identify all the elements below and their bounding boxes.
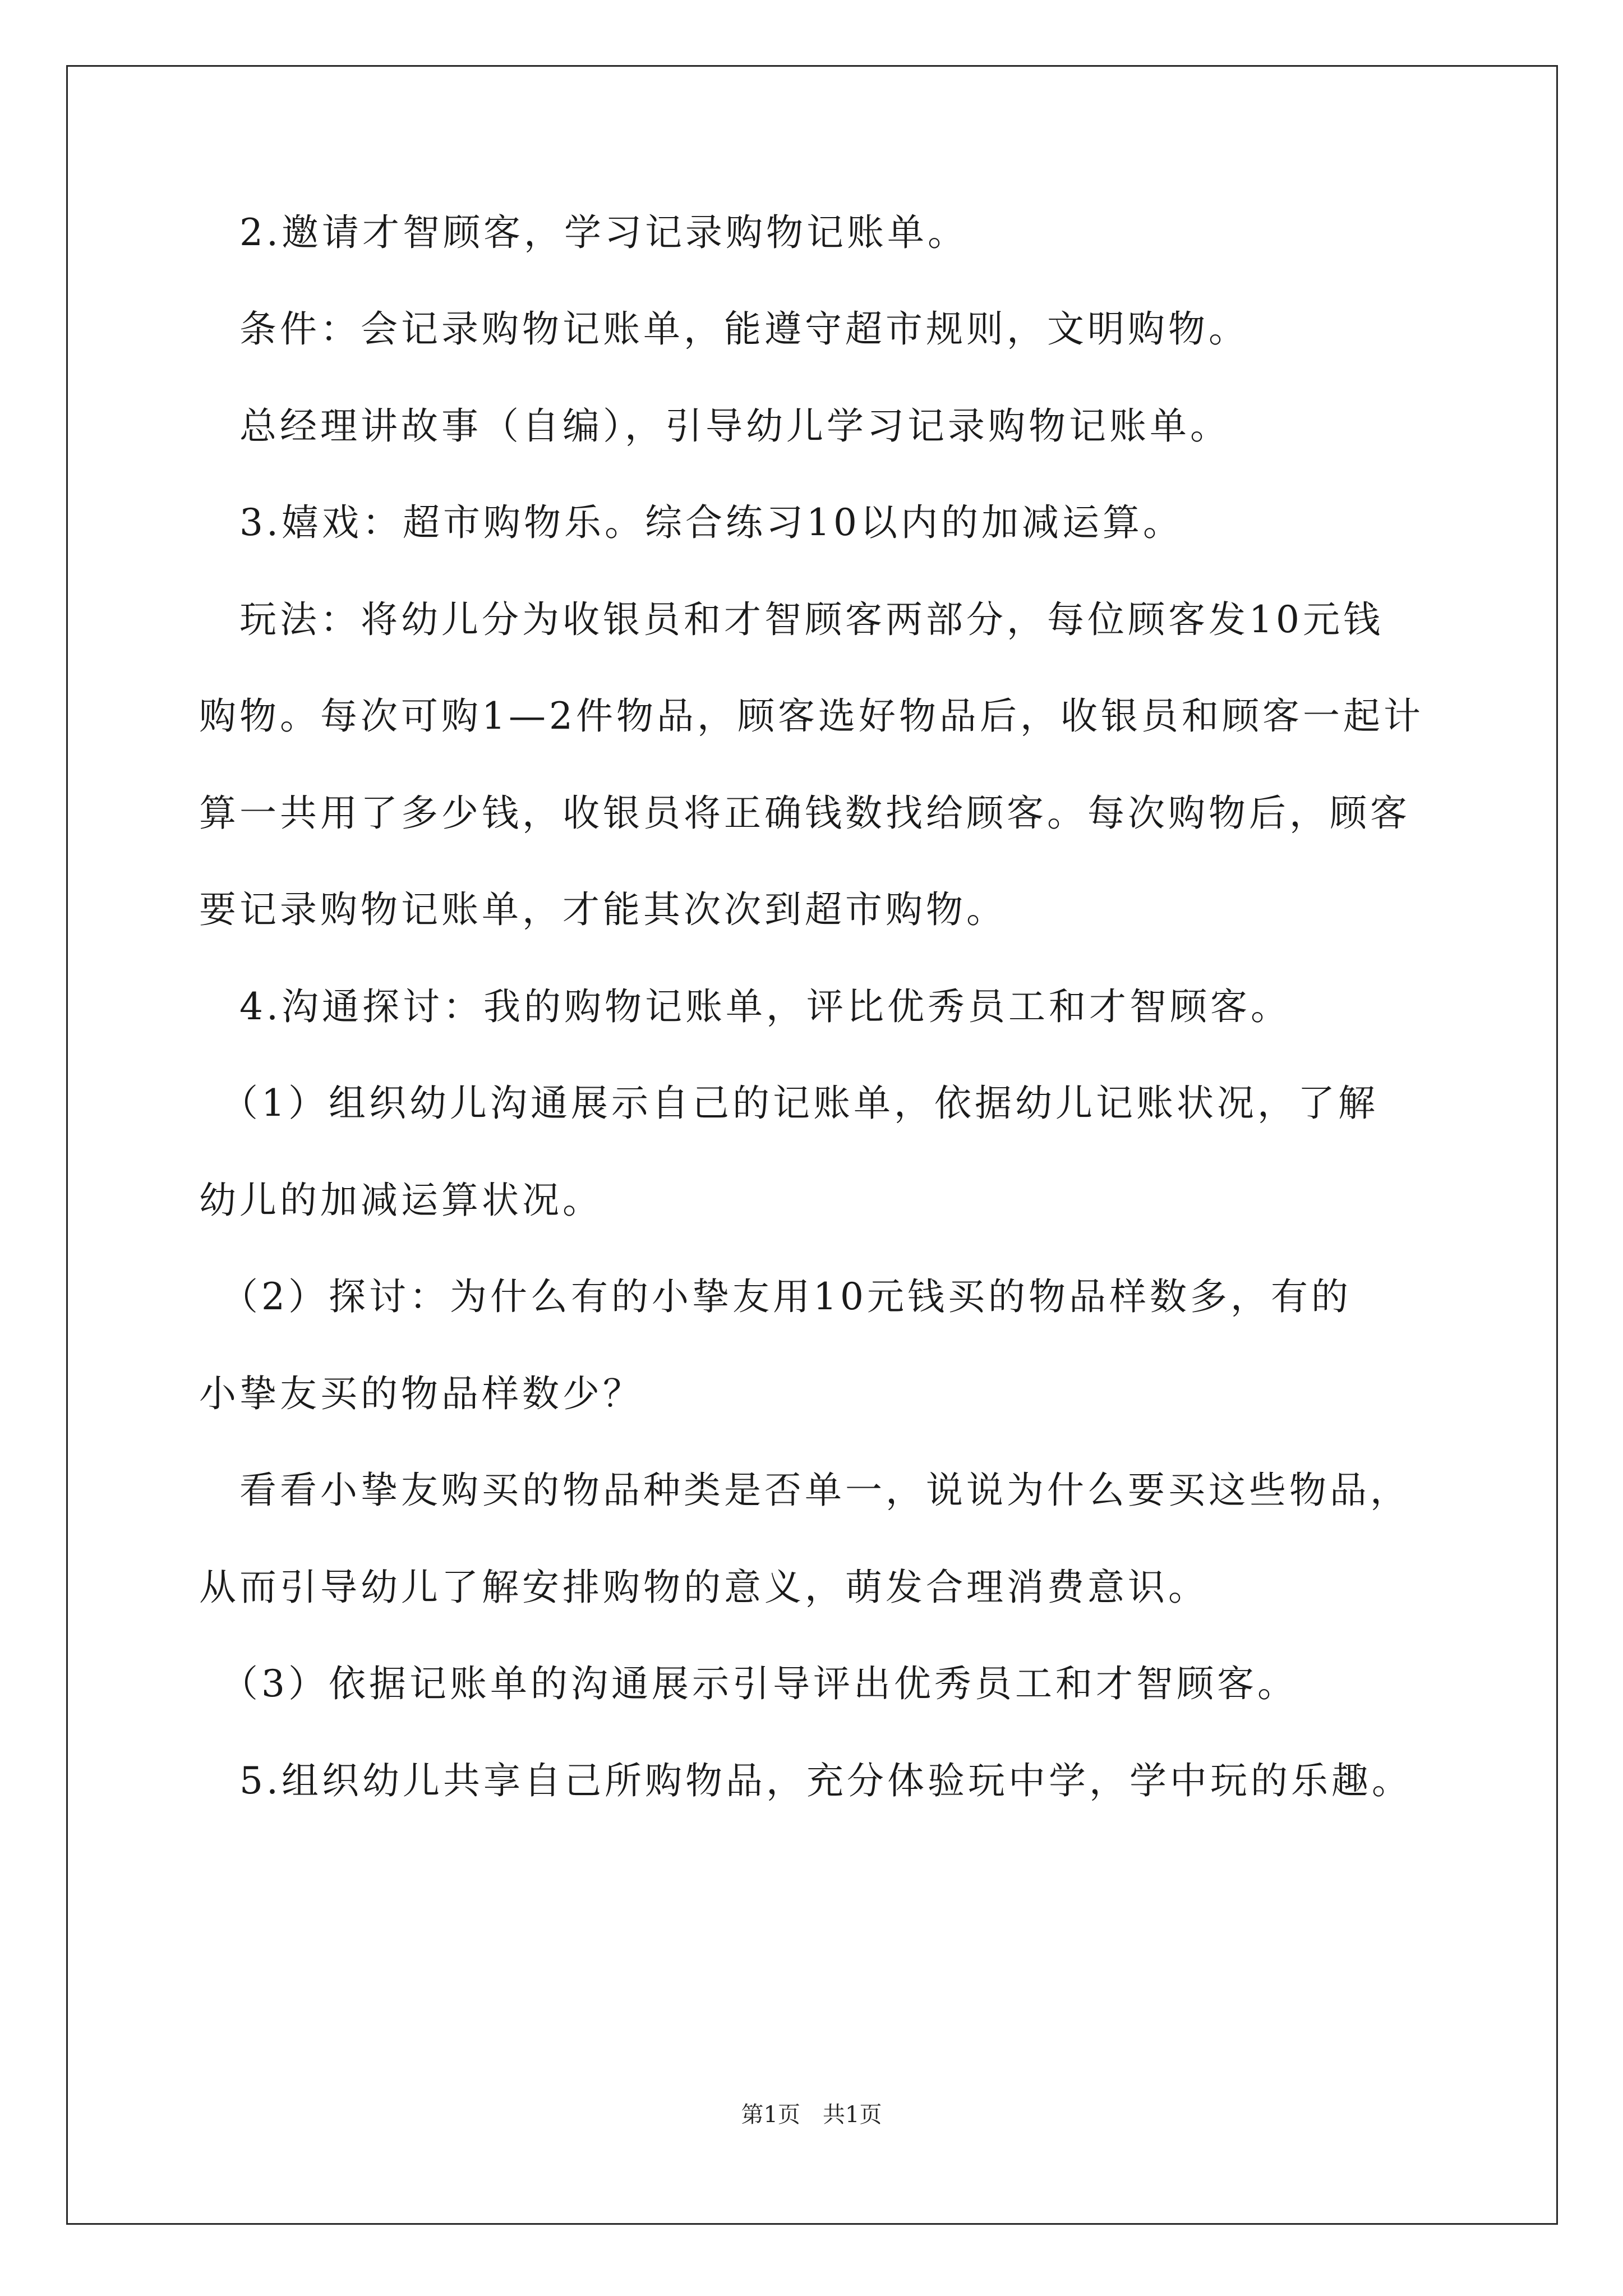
paragraph-line-13: 小挚友买的物品样数少？	[199, 1372, 643, 1415]
paragraph-line-11: 幼儿的加减运算状况。	[199, 1179, 603, 1222]
paragraph-line-2: 条件：会记录购物记账单，能遵守超市规则，文明购物。	[199, 307, 1249, 351]
paragraph-line-15: 从而引导幼儿了解安排购物的意义，萌发合理消费意识。	[199, 1566, 1209, 1609]
paragraph-line-14: 看看小挚友购买的物品种类是否单一，说说为什么要买这些物品，	[199, 1469, 1410, 1512]
paragraph-line-7: 算一共用了多少钱，收银员将正确钱数找给顾客。每次购物后，顾客	[199, 792, 1410, 835]
paragraph-line-5: 玩法：将幼儿分为收银员和才智顾客两部分，每位顾客发10元钱	[199, 598, 1384, 641]
paragraph-line-6: 购物。每次可购1—2件物品，顾客选好物品后，收银员和顾客一起计	[199, 694, 1424, 738]
page-border	[66, 65, 1558, 2225]
paragraph-line-16: （3）依据记账单的沟通展示引导评出优秀员工和才智顾客。	[199, 1662, 1298, 1705]
paragraph-line-10: （1）组织幼儿沟通展示自己的记账单，依据幼儿记账状况，了解	[199, 1082, 1378, 1125]
paragraph-line-9: 4.沟通探讨：我的购物记账单，评比优秀员工和才智顾客。	[199, 985, 1291, 1028]
paragraph-line-8: 要记录购物记账单，才能其次次到超市购物。	[199, 888, 1007, 931]
paragraph-line-4: 3.嬉戏：超市购物乐。综合练习10以内的加减运算。	[199, 501, 1183, 544]
paragraph-line-1: 2.邀请才智顾客，学习记录购物记账单。	[199, 211, 968, 254]
paragraph-line-17: 5.组织幼儿共享自己所购物品，充分体验玩中学，学中玩的乐趣。	[199, 1759, 1412, 1802]
page-footer: 第1页 共1页	[741, 2102, 882, 2128]
paragraph-line-12: （2）探讨：为什么有的小挚友用10元钱买的物品样数多，有的	[199, 1275, 1352, 1318]
paragraph-line-3: 总经理讲故事（自编），引导幼儿学习记录购物记账单。	[199, 404, 1230, 448]
